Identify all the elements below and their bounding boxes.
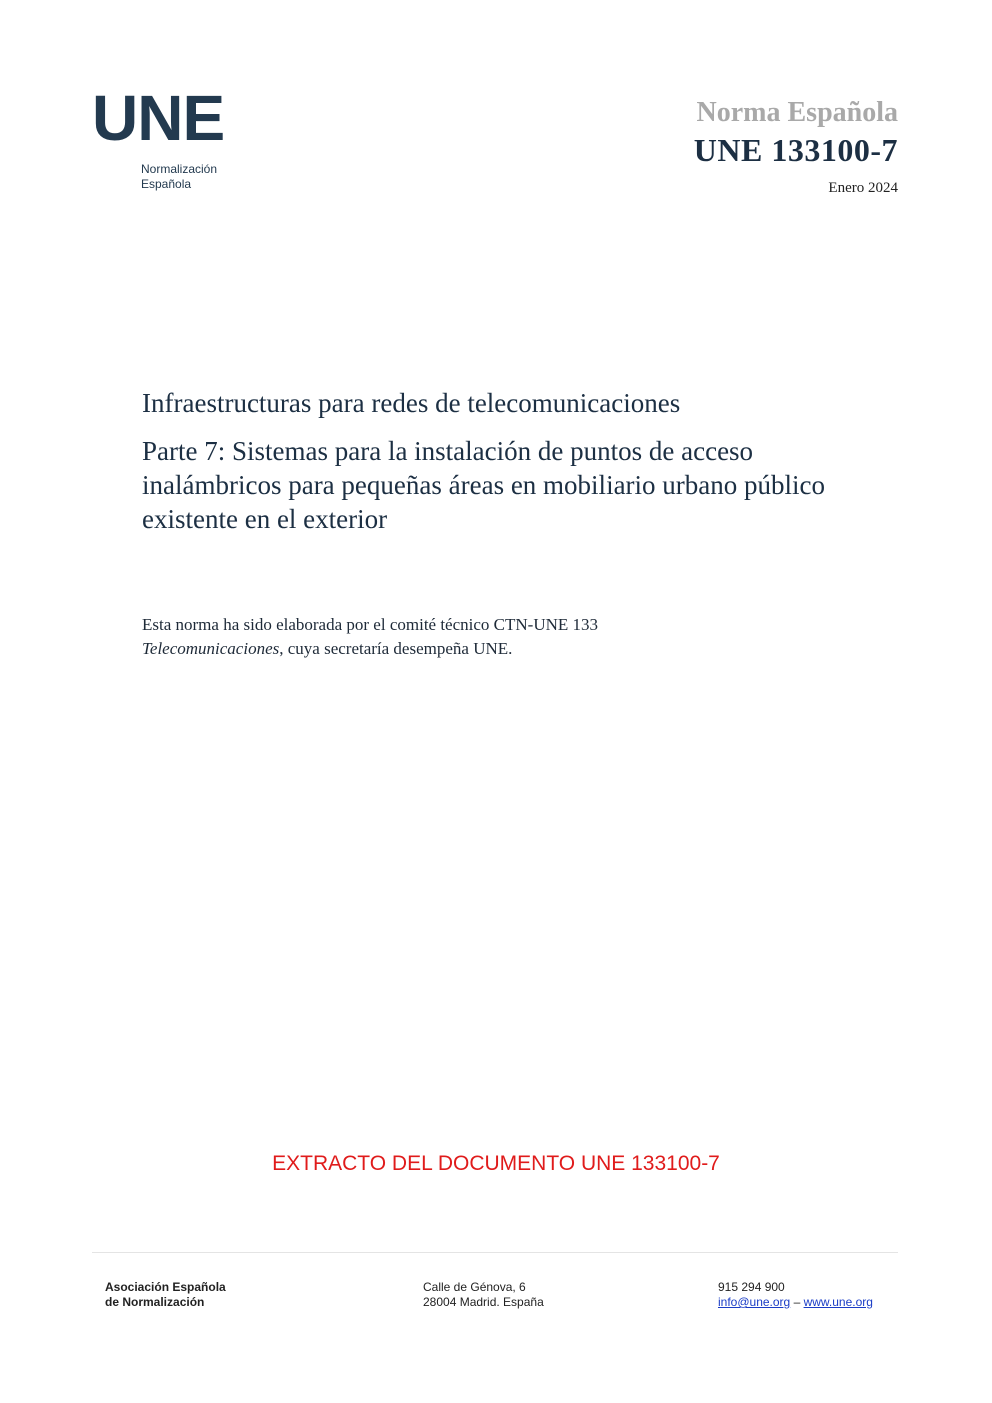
assoc-line2: de Normalización	[105, 1295, 205, 1309]
address-line1: Calle de Génova, 6	[423, 1280, 526, 1294]
contact-separator: –	[790, 1295, 804, 1309]
committee-text-after: , cuya secretaría desempeña UNE.	[279, 639, 513, 658]
une-logo	[92, 82, 242, 191]
document-header	[694, 96, 898, 197]
extract-notice: EXTRACTO DEL DOCUMENTO UNE 133100-7	[272, 1152, 720, 1175]
une-logo-subtitle	[141, 162, 217, 192]
title-part: Parte 7: Sistemas para la instalación de puntos de acceso inalámbricos para pequeñas áreas en mobiliario urbano público existente en el exterior	[142, 436, 826, 534]
email-link[interactable]: info@une.org	[718, 1295, 791, 1309]
committee-text-before: Esta norma ha sido elaborada por el comité técnico CTN-UNE 133	[142, 615, 599, 634]
publication-date: Enero 2024	[828, 180, 898, 196]
logo-sub-line2: Española	[141, 177, 192, 191]
footer-association	[105, 1280, 226, 1310]
assoc-line1: Asociación Española	[105, 1280, 226, 1294]
website-link[interactable]: www.une.org	[803, 1295, 873, 1309]
norma-label: Norma Española	[696, 97, 898, 128]
logo-sub-line1: Normalización	[141, 162, 218, 176]
footer-address	[423, 1280, 544, 1310]
footer-divider	[92, 1252, 898, 1253]
standard-code: UNE 133100-7	[693, 132, 898, 168]
phone-number: 915 294 900	[718, 1280, 785, 1294]
footer-contact	[718, 1280, 873, 1310]
committee-name: Telecomunicaciones	[142, 639, 280, 658]
une-logo-mark: UNE	[92, 82, 225, 154]
contact-links	[718, 1295, 873, 1310]
address-line2: 28004 Madrid. España	[423, 1295, 544, 1309]
committee-note	[142, 613, 602, 661]
document-title	[142, 386, 882, 536]
title-main: Infraestructuras para redes de telecomunicaciones	[142, 388, 681, 418]
